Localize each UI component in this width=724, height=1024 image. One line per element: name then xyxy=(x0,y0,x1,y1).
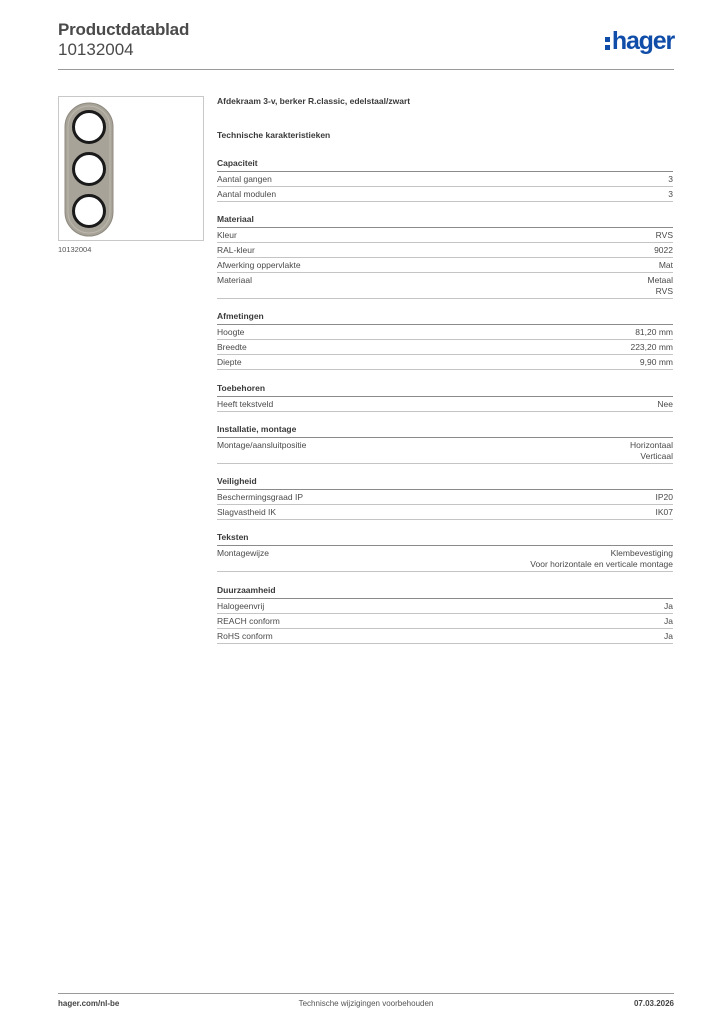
spec-row xyxy=(217,243,673,258)
spec-label: Halogeenvrij xyxy=(217,601,265,611)
spec-value-line: RVS xyxy=(655,286,673,296)
spec-value-line: Ja xyxy=(664,601,673,611)
spec-value-line: 3 xyxy=(668,174,673,184)
spec-label: Montagewijze xyxy=(217,548,269,558)
spec-value xyxy=(630,440,673,462)
logo-dots-icon xyxy=(605,37,610,50)
logo-text: hager xyxy=(611,27,674,55)
spec-value xyxy=(664,616,673,627)
spec-value-line: Verticaal xyxy=(640,451,673,461)
cover-frame-3-gang-image xyxy=(59,97,203,240)
spec-value xyxy=(659,260,673,271)
spec-row xyxy=(217,325,673,340)
spec-value-line: Metaal xyxy=(647,275,673,285)
spec-value xyxy=(640,357,673,368)
spec-label: Diepte xyxy=(217,357,242,367)
footer-notice: Technische wijzigingen voorbehouden xyxy=(298,999,434,1008)
spec-label: RoHS conform xyxy=(217,631,273,641)
section-title: Installatie, montage xyxy=(217,424,673,438)
spec-value-line: Mat xyxy=(658,260,673,270)
spec-row xyxy=(217,546,673,572)
product-name: Afdekraam 3-v, berker R.classic, edelstaal/zwart xyxy=(217,96,411,106)
section-title: Capaciteit xyxy=(217,158,673,172)
spec-row xyxy=(217,273,673,299)
spec-value-line: IP20 xyxy=(655,492,673,502)
section-title: Afmetingen xyxy=(217,311,673,325)
spec-label: Aantal modulen xyxy=(217,189,277,199)
spec-sections xyxy=(217,158,673,644)
spec-row xyxy=(217,599,673,614)
spec-label: REACH conform xyxy=(217,616,280,626)
section-title: Teksten xyxy=(217,532,673,546)
spec-label: RAL-kleur xyxy=(217,245,255,255)
spec-section xyxy=(217,383,673,412)
footer-divider xyxy=(58,993,674,994)
spec-row xyxy=(217,397,673,412)
spec-value-line: 223,20 mm xyxy=(630,342,673,352)
spec-section xyxy=(217,158,673,202)
spec-label: Breedte xyxy=(217,342,247,352)
spec-value xyxy=(530,548,673,570)
spec-row xyxy=(217,505,673,520)
spec-row xyxy=(217,629,673,644)
spec-value xyxy=(668,174,673,185)
spec-value-line: Voor horizontale en verticale montage xyxy=(530,559,673,569)
header-divider xyxy=(58,69,674,70)
spec-value xyxy=(656,492,674,503)
spec-row xyxy=(217,340,673,355)
spec-row xyxy=(217,258,673,273)
spec-section xyxy=(217,214,673,299)
spec-value-line: 3 xyxy=(668,189,673,199)
spec-value-line: Klembevestiging xyxy=(610,548,673,558)
section-title: Duurzaamheid xyxy=(217,585,673,599)
spec-row xyxy=(217,438,673,464)
section-title: Veiligheid xyxy=(217,476,673,490)
spec-value xyxy=(647,275,673,297)
spec-label: Afwerking oppervlakte xyxy=(217,260,301,270)
spec-value xyxy=(635,327,673,338)
spec-section xyxy=(217,424,673,464)
spec-value xyxy=(654,245,673,256)
spec-value xyxy=(664,631,673,642)
spec-section xyxy=(217,311,673,370)
document-title: Productdatablad xyxy=(58,20,190,39)
spec-value xyxy=(630,342,673,353)
spec-value-line: RVS xyxy=(655,230,673,240)
spec-value xyxy=(656,507,674,518)
spec-label: Kleur xyxy=(217,230,237,240)
spec-label: Slagvastheid IK xyxy=(217,507,277,517)
spec-value-line: IK07 xyxy=(655,507,673,517)
spec-row xyxy=(217,172,673,187)
section-title: Materiaal xyxy=(217,214,673,228)
spec-label: Heeft tekstveld xyxy=(217,399,274,409)
spec-section xyxy=(217,476,673,520)
spec-value-line: Ja xyxy=(664,616,673,626)
spec-row xyxy=(217,355,673,370)
technical-characteristics-title: Technische karakteristieken xyxy=(217,130,331,140)
spec-label: Materiaal xyxy=(217,275,252,285)
spec-value xyxy=(657,399,673,410)
hager-logo xyxy=(605,28,674,54)
spec-row xyxy=(217,490,673,505)
spec-row xyxy=(217,614,673,629)
spec-value-line: Horizontaal xyxy=(630,440,673,450)
spec-value xyxy=(668,189,673,200)
spec-row xyxy=(217,228,673,243)
spec-row xyxy=(217,187,673,202)
image-caption: 10132004 xyxy=(58,245,92,254)
spec-label: Aantal gangen xyxy=(217,174,272,184)
spec-value-line: 81,20 mm xyxy=(635,327,673,337)
product-image xyxy=(58,96,204,241)
spec-section xyxy=(217,585,673,644)
spec-value-line: 9,90 mm xyxy=(639,357,673,367)
product-code: 10132004 xyxy=(58,40,134,59)
page-header xyxy=(58,20,674,68)
spec-section xyxy=(217,532,673,572)
footer-website: hager.com/nl-be xyxy=(58,999,120,1008)
spec-value-line: Ja xyxy=(664,631,673,641)
footer-date: 07.03.2026 xyxy=(633,999,674,1008)
spec-value xyxy=(664,601,673,612)
section-title: Toebehoren xyxy=(217,383,673,397)
spec-value xyxy=(656,230,673,241)
spec-value-line: 9022 xyxy=(654,245,673,255)
spec-label: Montage/aansluitpositie xyxy=(217,440,307,450)
product-details xyxy=(217,95,673,644)
spec-value-line: Nee xyxy=(657,399,673,409)
spec-label: Beschermingsgraad IP xyxy=(217,492,303,502)
spec-label: Hoogte xyxy=(217,327,245,337)
